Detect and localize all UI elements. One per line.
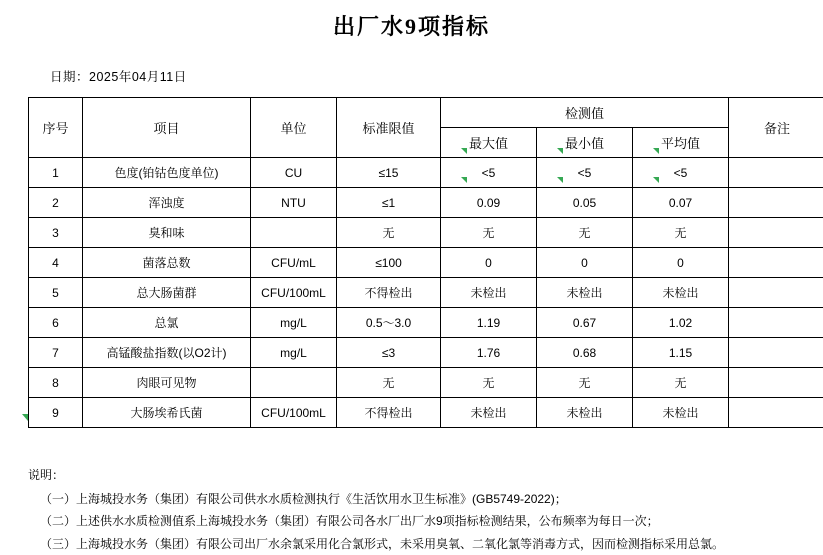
cell-limit: 不得检出 [337, 278, 441, 308]
cell-unit: CU [251, 158, 337, 188]
cell-max: 1.19 [441, 308, 537, 338]
cell-note [729, 308, 823, 338]
header-max: 最大值 [441, 128, 537, 158]
cell-item: 肉眼可见物 [83, 368, 251, 398]
cell-note [729, 158, 823, 188]
green-corner-marker-icon [461, 177, 467, 183]
table-row [29, 218, 823, 248]
cell-limit: ≤3 [337, 338, 441, 368]
table-row [29, 278, 823, 308]
cell-note [729, 278, 823, 308]
cell-min: 无 [537, 368, 633, 398]
cell-min: 0.05 [537, 188, 633, 218]
header-item: 项目 [83, 98, 251, 158]
table-row [29, 158, 823, 188]
green-corner-marker-icon [461, 148, 467, 154]
cell-limit: 无 [337, 368, 441, 398]
header-seq: 序号 [29, 98, 83, 158]
header-min: 最小值 [537, 128, 633, 158]
cell-avg: 1.15 [633, 338, 729, 368]
cell-avg: 0 [633, 248, 729, 278]
water-quality-table [28, 97, 823, 428]
cell-avg: 无 [633, 218, 729, 248]
cell-item: 高锰酸盐指数(以O2计) [83, 338, 251, 368]
cell-unit: mg/L [251, 338, 337, 368]
table-row [29, 188, 823, 218]
notes-heading: 说明： [28, 464, 823, 486]
table-row [29, 248, 823, 278]
table-row [29, 308, 823, 338]
header-limit: 标准限值 [337, 98, 441, 158]
cell-unit: mg/L [251, 308, 337, 338]
cell-unit: CFU/100mL [251, 278, 337, 308]
cell-min: 未检出 [537, 398, 633, 428]
cell-item: 臭和味 [83, 218, 251, 248]
cell-unit: NTU [251, 188, 337, 218]
cell-avg: 无 [633, 368, 729, 398]
cell-seq: 6 [29, 308, 83, 338]
cell-item: 色度(铂钴色度单位) [83, 158, 251, 188]
cell-limit: 不得检出 [337, 398, 441, 428]
report-date [50, 67, 823, 85]
cell-max: 0.09 [441, 188, 537, 218]
green-corner-marker-icon [557, 148, 563, 154]
cell-max: 无 [441, 218, 537, 248]
header-note: 备注 [729, 98, 823, 158]
note-line: （一）上海城投水务（集团）有限公司供水水质检测执行《生活饮用水卫生标准》(GB5749-2022)； [40, 488, 823, 510]
cell-min: 0.67 [537, 308, 633, 338]
report-page [0, 10, 823, 541]
cell-unit: CFU/100mL [251, 398, 337, 428]
cell-note [729, 398, 823, 428]
cell-limit: ≤15 [337, 158, 441, 188]
cell-limit: ≤1 [337, 188, 441, 218]
date-value: 2025年04月11日 [89, 70, 187, 84]
cell-min: 无 [537, 218, 633, 248]
cell-item: 浑浊度 [83, 188, 251, 218]
green-corner-marker-icon [557, 177, 563, 183]
notes-section [28, 464, 823, 555]
cell-unit [251, 218, 337, 248]
cell-seq: 4 [29, 248, 83, 278]
cell-avg: 0.07 [633, 188, 729, 218]
cell-seq: 1 [29, 158, 83, 188]
date-label: 日期： [50, 70, 89, 84]
header-unit: 单位 [251, 98, 337, 158]
note-line: （二）上述供水水质检测值系上海城投水务（集团）有限公司各水厂出厂水9项指标检测结果，公布频率为每日一次； [40, 510, 823, 532]
cell-note [729, 368, 823, 398]
page-title: 出厂水9项指标 [0, 10, 823, 41]
green-corner-marker-icon [653, 148, 659, 154]
cell-max: 未检出 [441, 278, 537, 308]
cell-max: 0 [441, 248, 537, 278]
cell-min: 0 [537, 248, 633, 278]
cell-item: 菌落总数 [83, 248, 251, 278]
cell-item: 大肠埃希氏菌 [83, 398, 251, 428]
cell-seq: 9 [29, 398, 83, 428]
cell-min: 未检出 [537, 278, 633, 308]
cell-seq: 7 [29, 338, 83, 368]
cell-seq: 5 [29, 278, 83, 308]
cell-unit: CFU/mL [251, 248, 337, 278]
cell-limit: ≤100 [337, 248, 441, 278]
table-row [29, 338, 823, 368]
cell-avg: <5 [633, 158, 729, 188]
header-detected-group: 检测值 [441, 98, 729, 128]
cell-avg: 未检出 [633, 278, 729, 308]
cell-max: <5 [441, 158, 537, 188]
cell-note [729, 248, 823, 278]
cell-max: 1.76 [441, 338, 537, 368]
cell-note [729, 218, 823, 248]
cell-limit: 无 [337, 218, 441, 248]
cell-max: 无 [441, 368, 537, 398]
cell-seq: 3 [29, 218, 83, 248]
note-line: （三）上海城投水务（集团）有限公司出厂水余氯采用化合氯形式，未采用臭氧、二氧化氯等消毒方式，因而检测指标采用总氯。 [40, 533, 823, 555]
cell-limit: 0.5～3.0 [337, 308, 441, 338]
cell-note [729, 188, 823, 218]
cell-seq: 8 [29, 368, 83, 398]
cell-unit [251, 368, 337, 398]
cell-min: <5 [537, 158, 633, 188]
table-row [29, 368, 823, 398]
cell-seq: 2 [29, 188, 83, 218]
cell-min: 0.68 [537, 338, 633, 368]
table-row [29, 398, 823, 428]
green-corner-marker-icon [22, 414, 28, 421]
green-corner-marker-icon [653, 177, 659, 183]
header-avg: 平均值 [633, 128, 729, 158]
cell-item: 总大肠菌群 [83, 278, 251, 308]
cell-item: 总氯 [83, 308, 251, 338]
cell-max: 未检出 [441, 398, 537, 428]
cell-note [729, 338, 823, 368]
cell-avg: 未检出 [633, 398, 729, 428]
cell-avg: 1.02 [633, 308, 729, 338]
table-header-row-1 [29, 98, 823, 128]
